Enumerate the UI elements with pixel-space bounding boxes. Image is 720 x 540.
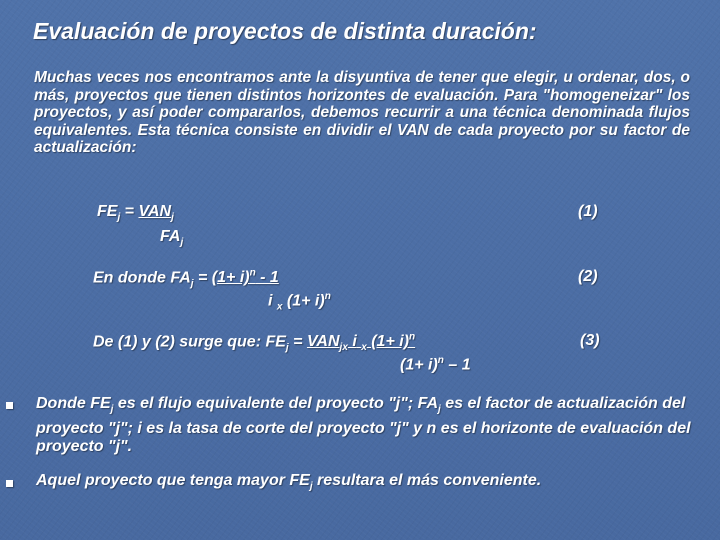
eq3-numerator-group (306, 332, 416, 354)
bullet-2-part-0: Aquel proyecto que tenga mayor FE (36, 472, 310, 489)
bullet-item-1 (36, 395, 700, 457)
eq2-denominator: i (268, 292, 273, 310)
eq2-numerator-tail: - 1 (255, 269, 279, 287)
equation-1 (97, 203, 174, 223)
eq3-numerator-tail: (1+ i) (366, 333, 410, 351)
eq3-equals: = (288, 333, 307, 351)
eq2-denominator-group (268, 291, 331, 313)
bullet-1-part-4: es el factor de actualización del proyecto "j"; i es la tasa de corte del proyecto "j" y n es el horizonte de evaluación del proyecto "j". (36, 395, 691, 456)
eq1-numerator-sub: j (171, 212, 174, 224)
eq1-numerator: VAN (138, 203, 172, 220)
eq3-prefix-sub: j (285, 342, 289, 354)
eq3-prefix: De (1) y (2) surge que: FE (93, 333, 286, 351)
eq1-lhs: FE (97, 203, 118, 220)
eq2-numerator-group (212, 269, 279, 286)
eq3-denominator-sup: n (437, 355, 444, 366)
eq1-denominator-group (160, 228, 183, 248)
eq2-denominator-sup: n (324, 291, 331, 302)
eq2-numerator-sup: n (249, 268, 256, 279)
eq1-equals: = (120, 203, 139, 220)
eq2-denominator-times: x (276, 301, 283, 313)
intro-paragraph: Muchas veces nos encontramos ante la disyuntiva de tener que elegir, u ordenar, dos, o más, proyectos que tienen distintos horizontes de evaluación. Para "homogeneizar" los proyectos, y así poder compararlos, debemos recurrir a una técnica denominada flujos equivalentes. Esta técnica consiste en dividir el VAN de cada proyecto por su factor de actualización: (34, 69, 690, 156)
bullet-2-part-2: resultara el más conveniente. (312, 472, 542, 489)
eq2-numerator: (1+ i) (211, 269, 250, 287)
eq2-equals: = (193, 269, 212, 287)
bullet-marker-2 (6, 480, 13, 487)
eq3-numerator: VAN (306, 333, 340, 351)
eq3-number: (3) (580, 332, 600, 349)
bullet-1-part-2: es el flujo equivalente del proyecto "j"; FA (113, 395, 439, 412)
bullet-1-sub-1: j (438, 404, 441, 416)
equation-2 (93, 268, 279, 290)
eq1-lhs-sub: j (117, 212, 121, 224)
eq3-denominator: (1+ i) (400, 356, 438, 374)
bullet-item-2 (36, 472, 700, 497)
eq2-prefix: En donde FA (93, 269, 191, 287)
eq2-denominator-tail: (1+ i) (282, 292, 325, 310)
eq3-numerator-sub: j (339, 342, 343, 354)
eq3-denominator-tail: – 1 (443, 356, 471, 374)
eq1-number: (1) (578, 203, 598, 220)
bullet-2-sub-0: j (309, 481, 313, 493)
equation-3 (93, 332, 415, 354)
eq3-numerator-times: x (342, 342, 348, 354)
eq1-denominator-sub: j (180, 237, 184, 249)
eq3-numerator-mid: i (347, 333, 357, 351)
bullet-marker-1 (6, 402, 13, 409)
eq3-numerator-times2: x (361, 342, 367, 354)
slide-title: Evaluación de proyectos de distinta duración: (33, 18, 537, 44)
eq2-number: (2) (578, 268, 598, 285)
bullet-1-sub-0: j (110, 404, 114, 416)
eq1-numerator-group (138, 203, 174, 224)
eq1-denominator: FA (160, 228, 181, 245)
eq3-numerator-sup: n (409, 332, 416, 343)
bullet-1-part-0: Donde FE (36, 395, 111, 412)
eq2-prefix-sub: j (190, 278, 194, 290)
eq3-denominator-group (400, 355, 471, 374)
